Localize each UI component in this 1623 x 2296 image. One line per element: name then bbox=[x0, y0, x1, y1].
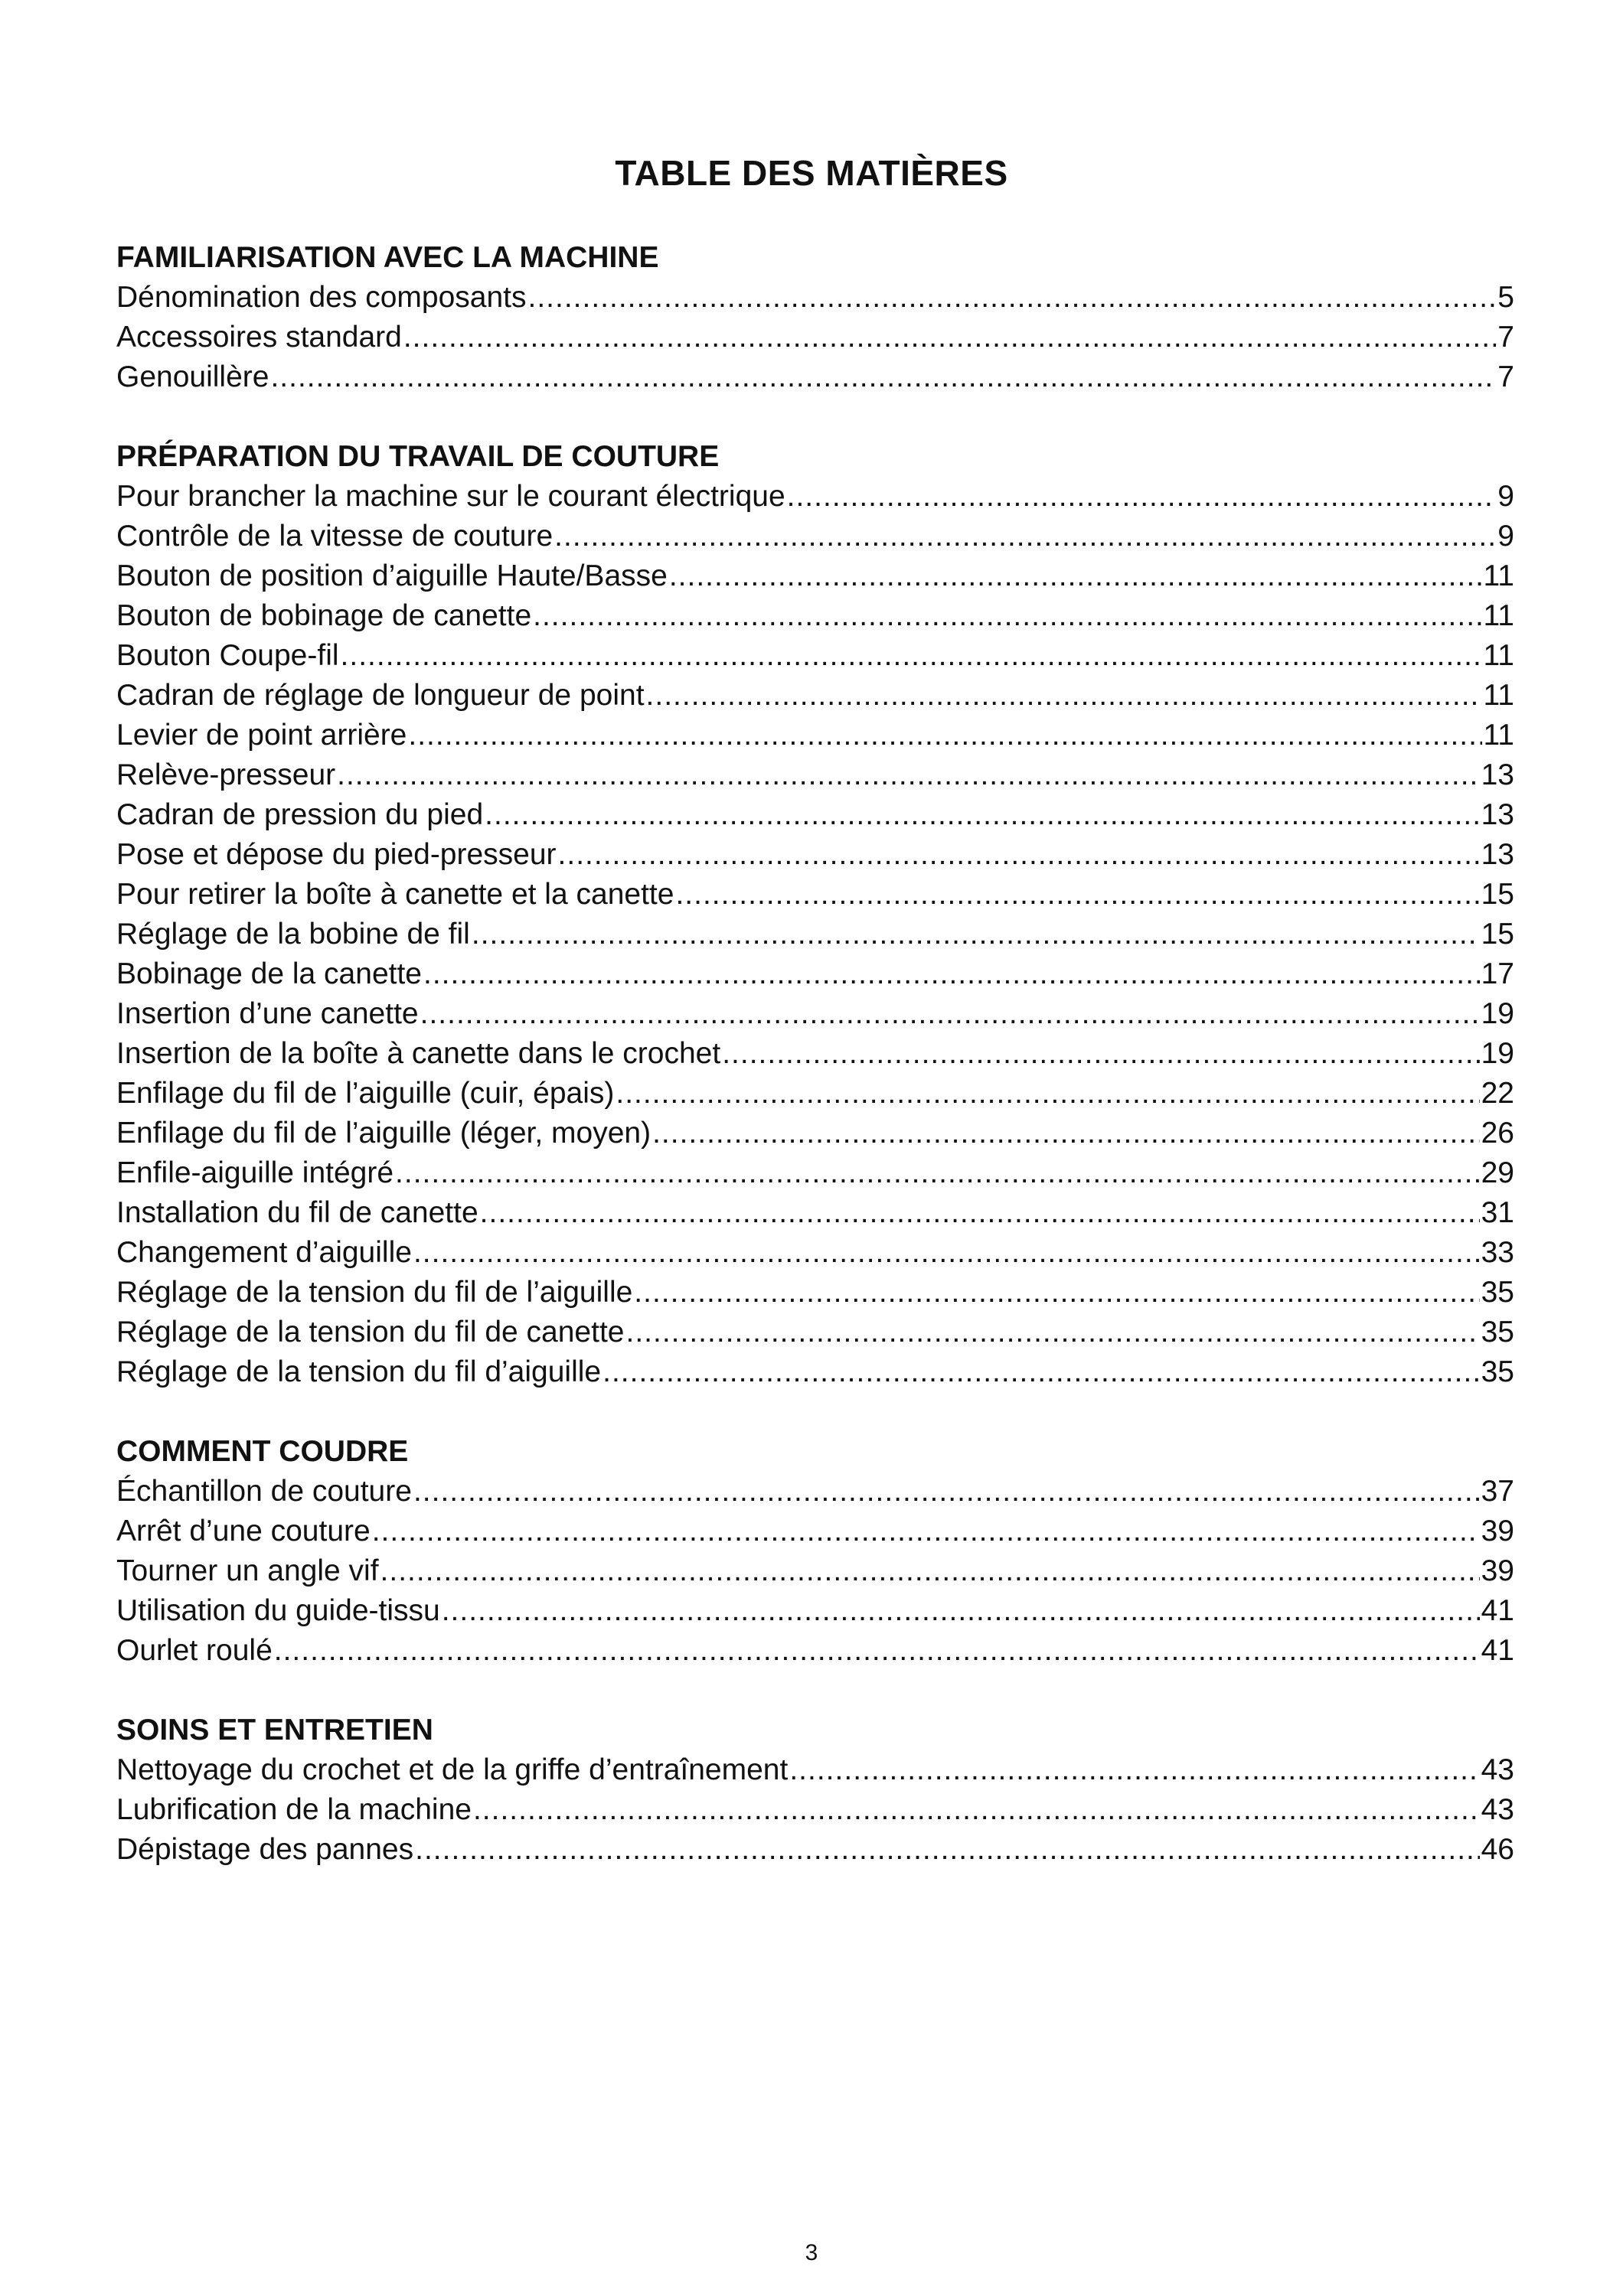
dot-leader bbox=[603, 1352, 1480, 1392]
toc-entry-label: Lubrification de la machine bbox=[116, 1793, 472, 1826]
dot-leader bbox=[403, 318, 1496, 357]
toc-entry bbox=[116, 1153, 1514, 1193]
toc-entry-page-number: 31 bbox=[1481, 1196, 1514, 1229]
toc-entry-page-number: 35 bbox=[1481, 1276, 1514, 1309]
toc-entry bbox=[116, 835, 1514, 875]
toc-entry-label: Ourlet roulé bbox=[116, 1634, 273, 1667]
toc-entry bbox=[116, 1830, 1514, 1870]
toc-entry-label: Insertion d’une canette bbox=[116, 997, 419, 1030]
toc-entry-label: Réglage de la tension du fil de canette bbox=[116, 1316, 625, 1349]
toc-entry-page-number: 13 bbox=[1481, 758, 1514, 791]
toc-entry bbox=[116, 994, 1514, 1034]
toc-entry-label: Pose et dépose du pied-presseur bbox=[116, 838, 557, 871]
dot-leader bbox=[485, 795, 1479, 835]
toc-entry bbox=[116, 875, 1514, 915]
dot-leader bbox=[554, 517, 1496, 556]
toc-section bbox=[116, 1711, 1514, 1870]
toc-entry bbox=[116, 278, 1514, 318]
toc-entry bbox=[116, 596, 1514, 636]
toc-entry bbox=[116, 1512, 1514, 1551]
table-of-contents bbox=[116, 238, 1514, 1910]
toc-entry-page-number: 39 bbox=[1481, 1515, 1514, 1548]
toc-entry-page-number: 35 bbox=[1481, 1316, 1514, 1349]
toc-entry bbox=[116, 1472, 1514, 1512]
toc-entry-label: Enfile-aiguille intégré bbox=[116, 1156, 394, 1189]
dot-leader bbox=[442, 1591, 1480, 1631]
toc-entry bbox=[116, 1313, 1514, 1352]
dot-leader bbox=[480, 1193, 1480, 1233]
toc-entry bbox=[116, 755, 1514, 795]
dot-leader bbox=[341, 636, 1482, 676]
toc-entry-page-number: 13 bbox=[1481, 798, 1514, 831]
toc-entry-label: Réglage de la bobine de fil bbox=[116, 918, 470, 951]
toc-entry-page-number: 11 bbox=[1483, 719, 1514, 752]
toc-entry-label: Changement d’aiguille bbox=[116, 1236, 412, 1269]
toc-entry-page-number: 33 bbox=[1481, 1236, 1514, 1269]
toc-entry-label: Arrêt d’une couture bbox=[116, 1515, 371, 1548]
toc-entry bbox=[116, 636, 1514, 676]
dot-leader bbox=[722, 1034, 1479, 1074]
toc-entry-label: Réglage de la tension du fil de l’aiguille bbox=[116, 1276, 633, 1309]
toc-entry bbox=[116, 1750, 1514, 1790]
toc-entry-page-number: 39 bbox=[1481, 1554, 1514, 1587]
toc-entry-label: Bouton Coupe-fil bbox=[116, 639, 339, 672]
toc-entry-label: Levier de point arrière bbox=[116, 719, 407, 752]
toc-entry-label: Échantillon de couture bbox=[116, 1475, 412, 1508]
dot-leader bbox=[423, 954, 1480, 994]
dot-leader bbox=[413, 1233, 1480, 1273]
dot-leader bbox=[473, 1790, 1480, 1830]
toc-entry-label: Contrôle de la vitesse de couture bbox=[116, 520, 554, 553]
page-number: 3 bbox=[805, 2240, 818, 2265]
dot-leader bbox=[395, 1153, 1480, 1193]
dot-leader bbox=[634, 1273, 1479, 1313]
dot-leader bbox=[533, 596, 1481, 636]
toc-entry-label: Dénomination des composants bbox=[116, 281, 527, 314]
toc-entry-label: Installation du fil de canette bbox=[116, 1196, 478, 1229]
toc-entry bbox=[116, 1074, 1514, 1114]
dot-leader bbox=[787, 477, 1497, 517]
toc-entry-label: Genouillère bbox=[116, 360, 269, 393]
dot-leader bbox=[527, 278, 1496, 318]
dot-leader bbox=[675, 875, 1479, 915]
toc-entry-page-number: 37 bbox=[1481, 1475, 1514, 1508]
toc-entry bbox=[116, 1034, 1514, 1074]
toc-entry bbox=[116, 357, 1514, 397]
toc-entry-page-number: 11 bbox=[1483, 639, 1514, 672]
toc-entry-label: Enfilage du fil de l’aiguille (cuir, épais) bbox=[116, 1077, 615, 1110]
toc-entry-page-number: 7 bbox=[1497, 321, 1514, 354]
toc-entry-page-number: 5 bbox=[1497, 281, 1514, 314]
toc-entry-label: Tourner un angle vif bbox=[116, 1554, 379, 1587]
toc-entry bbox=[116, 1233, 1514, 1273]
toc-entry-page-number: 43 bbox=[1481, 1753, 1514, 1786]
dot-leader bbox=[625, 1313, 1479, 1352]
toc-entry bbox=[116, 795, 1514, 835]
toc-entry bbox=[116, 1591, 1514, 1631]
toc-entry-page-number: 11 bbox=[1483, 679, 1514, 712]
toc-entry-page-number: 15 bbox=[1481, 878, 1514, 911]
dot-leader bbox=[380, 1551, 1480, 1591]
toc-entry-label: Utilisation du guide-tissu bbox=[116, 1594, 440, 1627]
dot-leader bbox=[337, 755, 1479, 795]
toc-entry bbox=[116, 1551, 1514, 1591]
toc-entry-page-number: 41 bbox=[1481, 1634, 1514, 1667]
toc-entry-label: Bouton de position d’aiguille Haute/Basse bbox=[116, 559, 668, 592]
toc-entry-label: Pour brancher la machine sur le courant électrique bbox=[116, 480, 785, 513]
toc-entry bbox=[116, 915, 1514, 954]
toc-entry-page-number: 7 bbox=[1497, 360, 1514, 393]
toc-entry bbox=[116, 676, 1514, 716]
dot-leader bbox=[646, 676, 1482, 716]
toc-entry bbox=[116, 1273, 1514, 1313]
toc-entry-page-number: 29 bbox=[1481, 1156, 1514, 1189]
toc-entry-label: Insertion de la boîte à canette dans le crochet bbox=[116, 1037, 721, 1070]
dot-leader bbox=[652, 1114, 1480, 1153]
toc-entry-label: Enfilage du fil de l’aiguille (léger, moyen) bbox=[116, 1117, 651, 1150]
toc-entry bbox=[116, 318, 1514, 357]
toc-entry-label: Nettoyage du crochet et de la griffe d’entraînement bbox=[116, 1753, 789, 1786]
dot-leader bbox=[270, 357, 1496, 397]
dot-leader bbox=[472, 915, 1480, 954]
toc-entry-label: Bouton de bobinage de canette bbox=[116, 599, 532, 632]
toc-entry-label: Accessoires standard bbox=[116, 321, 402, 354]
toc-section bbox=[116, 238, 1514, 397]
toc-entry bbox=[116, 1352, 1514, 1392]
toc-entry-label: Cadran de réglage de longueur de point bbox=[116, 679, 645, 712]
dot-leader bbox=[413, 1472, 1480, 1512]
toc-entry-page-number: 41 bbox=[1481, 1594, 1514, 1627]
toc-entry-label: Cadran de pression du pied bbox=[116, 798, 484, 831]
section-heading: COMMENT COUDRE bbox=[116, 1435, 409, 1468]
toc-entry bbox=[116, 517, 1514, 556]
toc-entry-page-number: 35 bbox=[1481, 1355, 1514, 1388]
toc-entry-page-number: 43 bbox=[1481, 1793, 1514, 1826]
toc-entry-page-number: 19 bbox=[1481, 1037, 1514, 1070]
dot-leader bbox=[408, 716, 1481, 755]
toc-entry-page-number: 11 bbox=[1483, 559, 1514, 592]
dot-leader bbox=[669, 556, 1482, 596]
toc-section bbox=[116, 437, 1514, 1392]
toc-entry-label: Réglage de la tension du fil d’aiguille bbox=[116, 1355, 602, 1388]
toc-section bbox=[116, 1432, 1514, 1671]
dot-leader bbox=[372, 1512, 1480, 1551]
toc-entry-page-number: 11 bbox=[1483, 599, 1514, 632]
toc-entry-page-number: 9 bbox=[1497, 480, 1514, 513]
toc-entry-label: Relève-presseur bbox=[116, 758, 336, 791]
toc-entry-label: Pour retirer la boîte à canette et la canette bbox=[116, 878, 674, 911]
toc-entry bbox=[116, 716, 1514, 755]
toc-entry-label: Dépistage des pannes bbox=[116, 1833, 414, 1866]
dot-leader bbox=[616, 1074, 1479, 1114]
toc-entry bbox=[116, 1790, 1514, 1830]
dot-leader bbox=[415, 1830, 1479, 1870]
toc-entry-page-number: 17 bbox=[1481, 957, 1514, 990]
toc-entry bbox=[116, 1193, 1514, 1233]
section-heading: PRÉPARATION DU TRAVAIL DE COUTURE bbox=[116, 440, 720, 473]
dot-leader bbox=[274, 1631, 1480, 1671]
toc-entry-page-number: 46 bbox=[1481, 1833, 1514, 1866]
section-heading: FAMILIARISATION AVEC LA MACHINE bbox=[116, 241, 659, 274]
toc-entry bbox=[116, 1114, 1514, 1153]
toc-entry-page-number: 9 bbox=[1497, 520, 1514, 553]
toc-entry-page-number: 15 bbox=[1481, 918, 1514, 951]
toc-entry-page-number: 22 bbox=[1481, 1077, 1514, 1110]
dot-leader bbox=[558, 835, 1480, 875]
toc-entry-label: Bobinage de la canette bbox=[116, 957, 422, 990]
toc-entry bbox=[116, 1631, 1514, 1671]
dot-leader bbox=[789, 1750, 1479, 1790]
toc-entry bbox=[116, 477, 1514, 517]
page-title: TABLE DES MATIÈRES bbox=[615, 153, 1008, 193]
toc-entry-page-number: 26 bbox=[1481, 1117, 1514, 1150]
dot-leader bbox=[420, 994, 1480, 1034]
section-heading: SOINS ET ENTRETIEN bbox=[116, 1714, 433, 1746]
toc-entry-page-number: 13 bbox=[1481, 838, 1514, 871]
toc-entry bbox=[116, 556, 1514, 596]
toc-entry-page-number: 19 bbox=[1481, 997, 1514, 1030]
toc-entry bbox=[116, 954, 1514, 994]
